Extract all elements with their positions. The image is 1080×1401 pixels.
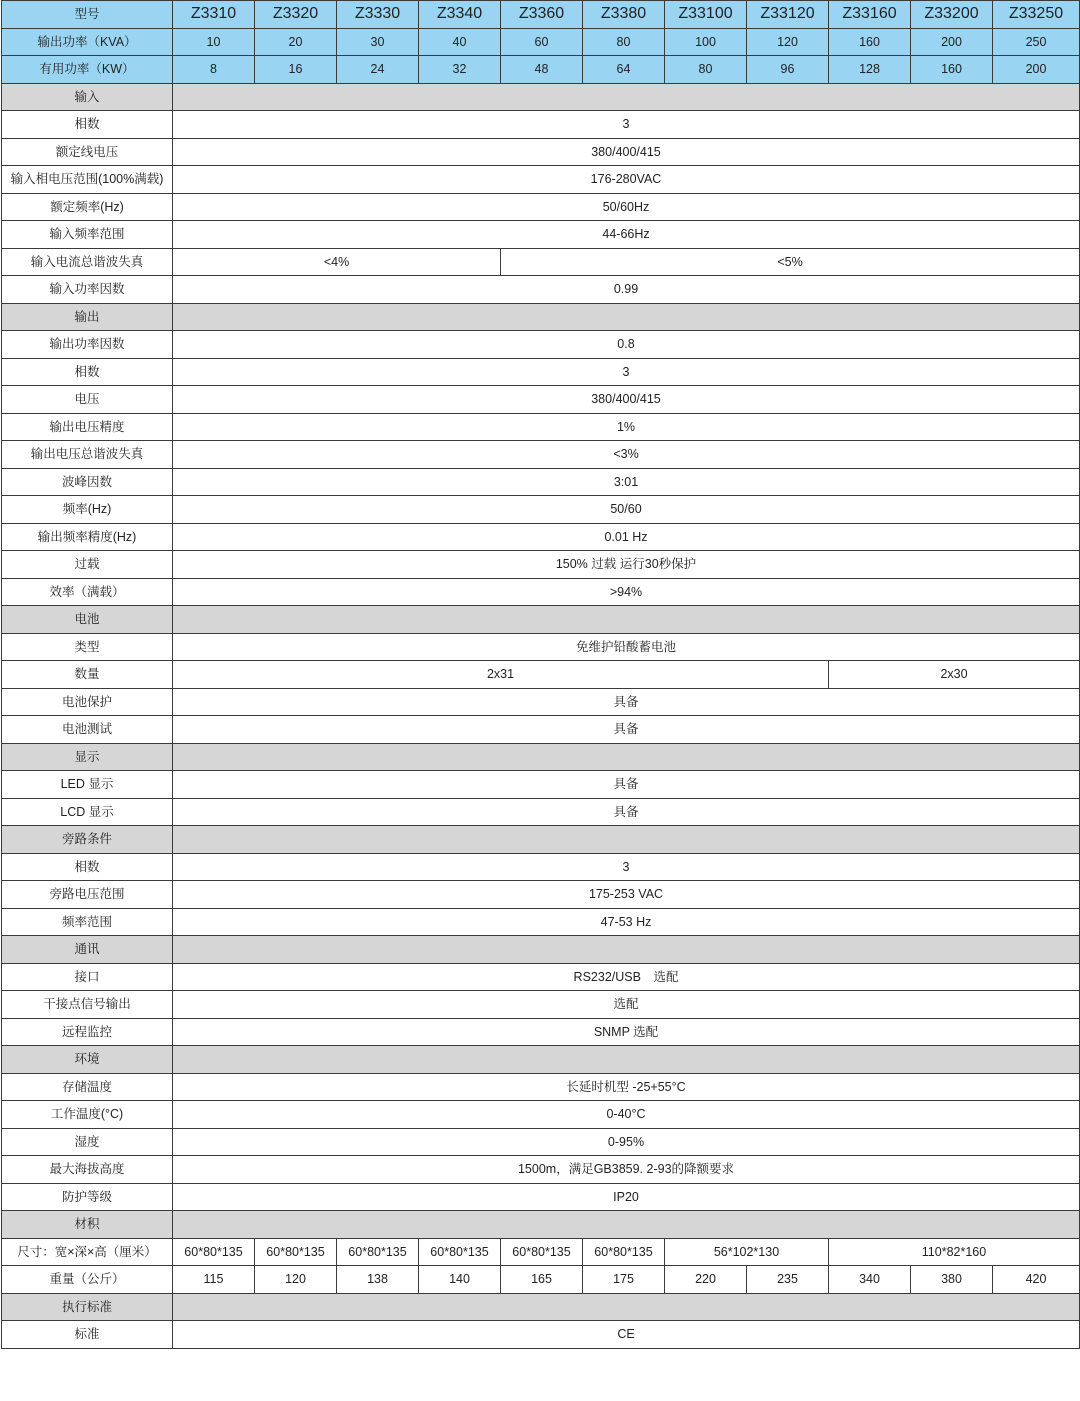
weight-cell: 138 xyxy=(337,1266,419,1294)
model-cell: Z3330 xyxy=(337,1,419,29)
row-label: 输出电压精度 xyxy=(2,413,173,441)
weight-cell: 115 xyxy=(173,1266,255,1294)
section-title: 通讯 xyxy=(2,936,173,964)
section-bypass xyxy=(2,826,1080,854)
kw-cell: 200 xyxy=(993,56,1080,84)
model-label: 型号 xyxy=(2,1,173,29)
row-label: 输出功率因数 xyxy=(2,331,173,359)
row-label: 输入相电压范围(100%满载) xyxy=(2,166,173,194)
spec-row xyxy=(2,1128,1080,1156)
kw-cell: 32 xyxy=(419,56,501,84)
model-cell: Z33160 xyxy=(829,1,911,29)
row-label: 相数 xyxy=(2,111,173,139)
row-label: 接口 xyxy=(2,963,173,991)
spec-row xyxy=(2,1183,1080,1211)
size-cell: 60*80*135 xyxy=(337,1238,419,1266)
row-value: 0.01 Hz xyxy=(173,523,1080,551)
spec-row xyxy=(2,716,1080,744)
spec-row xyxy=(2,523,1080,551)
row-value: 1% xyxy=(173,413,1080,441)
row-value: 3:01 xyxy=(173,468,1080,496)
row-label: 类型 xyxy=(2,633,173,661)
row-value: 具备 xyxy=(173,798,1080,826)
kw-cell: 8 xyxy=(173,56,255,84)
spec-row xyxy=(2,1238,1080,1266)
row-value: SNMP 选配 xyxy=(173,1018,1080,1046)
spec-row xyxy=(2,798,1080,826)
row-value: 3 xyxy=(173,853,1080,881)
row-label: 最大海拔高度 xyxy=(2,1156,173,1184)
row-label: 额定频率(Hz) xyxy=(2,193,173,221)
weight-cell: 380 xyxy=(911,1266,993,1294)
spec-row xyxy=(2,496,1080,524)
section-title: 环境 xyxy=(2,1046,173,1074)
kva-cell: 10 xyxy=(173,28,255,56)
kva-cell: 30 xyxy=(337,28,419,56)
model-cell: Z33100 xyxy=(665,1,747,29)
row-label: 电池保护 xyxy=(2,688,173,716)
row-value: IP20 xyxy=(173,1183,1080,1211)
kw-cell: 24 xyxy=(337,56,419,84)
row-label: 尺寸：宽×深×高（厘米） xyxy=(2,1238,173,1266)
row-value: 176-280VAC xyxy=(173,166,1080,194)
weight-cell: 340 xyxy=(829,1266,911,1294)
section-title: 输出 xyxy=(2,303,173,331)
kva-cell: 160 xyxy=(829,28,911,56)
row-label: 远程监控 xyxy=(2,1018,173,1046)
spec-row xyxy=(2,248,1080,276)
section-title: 输入 xyxy=(2,83,173,111)
spec-row xyxy=(2,1156,1080,1184)
spec-row xyxy=(2,221,1080,249)
size-cell: 110*82*160 xyxy=(829,1238,1080,1266)
row-value: RS232/USB 选配 xyxy=(173,963,1080,991)
kw-cell: 80 xyxy=(665,56,747,84)
spec-row xyxy=(2,991,1080,1019)
row-label: 输入频率范围 xyxy=(2,221,173,249)
spec-row xyxy=(2,386,1080,414)
size-cell: 60*80*135 xyxy=(419,1238,501,1266)
spec-row xyxy=(2,1018,1080,1046)
row-label: 电池测试 xyxy=(2,716,173,744)
model-cell: Z3310 xyxy=(173,1,255,29)
row-value: 175-253 VAC xyxy=(173,881,1080,909)
spec-row xyxy=(2,853,1080,881)
row-label: 波峰因数 xyxy=(2,468,173,496)
kva-label: 输出功率（KVA） xyxy=(2,28,173,56)
model-cell: Z33120 xyxy=(747,1,829,29)
row-value: 2x30 xyxy=(829,661,1080,689)
row-value: 44-66Hz xyxy=(173,221,1080,249)
spec-row xyxy=(2,908,1080,936)
row-value: <5% xyxy=(501,248,1080,276)
spec-row xyxy=(2,276,1080,304)
spec-row xyxy=(2,633,1080,661)
spec-row xyxy=(2,963,1080,991)
row-label: 重量（公斤） xyxy=(2,1266,173,1294)
section-material xyxy=(2,1211,1080,1239)
spec-row xyxy=(2,1266,1080,1294)
row-label: 输入电流总谐波失真 xyxy=(2,248,173,276)
spec-row xyxy=(2,1101,1080,1129)
row-label: 效率（满载） xyxy=(2,578,173,606)
spec-row xyxy=(2,661,1080,689)
row-label: 数量 xyxy=(2,661,173,689)
row-value: 380/400/415 xyxy=(173,138,1080,166)
spec-row xyxy=(2,193,1080,221)
kva-cell: 80 xyxy=(583,28,665,56)
row-value: 具备 xyxy=(173,771,1080,799)
size-cell: 60*80*135 xyxy=(501,1238,583,1266)
row-value: 1500m，满足GB3859. 2-93的降额要求 xyxy=(173,1156,1080,1184)
row-value: 3 xyxy=(173,358,1080,386)
row-label: 输出电压总谐波失真 xyxy=(2,441,173,469)
row-value: 具备 xyxy=(173,716,1080,744)
size-cell: 60*80*135 xyxy=(583,1238,665,1266)
size-cell: 60*80*135 xyxy=(173,1238,255,1266)
spec-row xyxy=(2,881,1080,909)
section-title: 执行标准 xyxy=(2,1293,173,1321)
spec-row xyxy=(2,331,1080,359)
section-battery xyxy=(2,606,1080,634)
model-cell: Z33200 xyxy=(911,1,993,29)
row-label: 湿度 xyxy=(2,1128,173,1156)
spec-row xyxy=(2,688,1080,716)
row-label: 存储温度 xyxy=(2,1073,173,1101)
row-value: 50/60Hz xyxy=(173,193,1080,221)
row-label: 工作温度(°C) xyxy=(2,1101,173,1129)
kva-cell: 200 xyxy=(911,28,993,56)
row-label: 频率范围 xyxy=(2,908,173,936)
kw-cell: 48 xyxy=(501,56,583,84)
size-cell: 60*80*135 xyxy=(255,1238,337,1266)
model-cell: Z3320 xyxy=(255,1,337,29)
spec-row xyxy=(2,1073,1080,1101)
model-cell: Z33250 xyxy=(993,1,1080,29)
spec-row xyxy=(2,551,1080,579)
kva-cell: 60 xyxy=(501,28,583,56)
section-title: 电池 xyxy=(2,606,173,634)
kva-cell: 20 xyxy=(255,28,337,56)
section-input xyxy=(2,83,1080,111)
size-cell: 56*102*130 xyxy=(665,1238,829,1266)
row-label: 干接点信号输出 xyxy=(2,991,173,1019)
kw-cell: 16 xyxy=(255,56,337,84)
weight-cell: 140 xyxy=(419,1266,501,1294)
weight-cell: 220 xyxy=(665,1266,747,1294)
spec-row xyxy=(2,441,1080,469)
row-value: 50/60 xyxy=(173,496,1080,524)
row-label: 输入功率因数 xyxy=(2,276,173,304)
row-value: 免维护铅酸蓄电池 xyxy=(173,633,1080,661)
row-label: LCD 显示 xyxy=(2,798,173,826)
spec-row xyxy=(2,578,1080,606)
weight-cell: 420 xyxy=(993,1266,1080,1294)
row-label: 额定线电压 xyxy=(2,138,173,166)
row-value: 0-40°C xyxy=(173,1101,1080,1129)
row-value: 长延时机型 -25+55°C xyxy=(173,1073,1080,1101)
model-cell: Z3360 xyxy=(501,1,583,29)
spec-row xyxy=(2,138,1080,166)
row-label: 标准 xyxy=(2,1321,173,1349)
kva-cell: 120 xyxy=(747,28,829,56)
section-title: 材积 xyxy=(2,1211,173,1239)
spec-row xyxy=(2,468,1080,496)
row-value: 具备 xyxy=(173,688,1080,716)
row-value: 0.99 xyxy=(173,276,1080,304)
spec-row xyxy=(2,413,1080,441)
section-environment xyxy=(2,1046,1080,1074)
row-value: >94% xyxy=(173,578,1080,606)
spec-row xyxy=(2,111,1080,139)
row-value: 0-95% xyxy=(173,1128,1080,1156)
kw-cell: 96 xyxy=(747,56,829,84)
section-title: 显示 xyxy=(2,743,173,771)
row-label: 频率(Hz) xyxy=(2,496,173,524)
row-value: <4% xyxy=(173,248,501,276)
model-cell: Z3340 xyxy=(419,1,501,29)
spec-row xyxy=(2,358,1080,386)
row-label: 输出频率精度(Hz) xyxy=(2,523,173,551)
row-value: 380/400/415 xyxy=(173,386,1080,414)
spec-row xyxy=(2,166,1080,194)
kw-row xyxy=(2,56,1080,84)
section-output xyxy=(2,303,1080,331)
row-label: 相数 xyxy=(2,358,173,386)
spec-row xyxy=(2,771,1080,799)
weight-cell: 235 xyxy=(747,1266,829,1294)
row-value: 2x31 xyxy=(173,661,829,689)
row-value: CE xyxy=(173,1321,1080,1349)
row-value: 选配 xyxy=(173,991,1080,1019)
weight-cell: 120 xyxy=(255,1266,337,1294)
section-standard xyxy=(2,1293,1080,1321)
row-label: 防护等级 xyxy=(2,1183,173,1211)
kw-cell: 64 xyxy=(583,56,665,84)
kw-label: 有用功率（KW） xyxy=(2,56,173,84)
row-value: 47-53 Hz xyxy=(173,908,1080,936)
section-display xyxy=(2,743,1080,771)
section-title: 旁路条件 xyxy=(2,826,173,854)
section-communication xyxy=(2,936,1080,964)
kva-cell: 100 xyxy=(665,28,747,56)
row-value: <3% xyxy=(173,441,1080,469)
kw-cell: 128 xyxy=(829,56,911,84)
row-label: 相数 xyxy=(2,853,173,881)
weight-cell: 175 xyxy=(583,1266,665,1294)
spec-row xyxy=(2,1321,1080,1349)
row-value: 0.8 xyxy=(173,331,1080,359)
kva-cell: 40 xyxy=(419,28,501,56)
ups-spec-table xyxy=(1,0,1080,1349)
row-label: 旁路电压范围 xyxy=(2,881,173,909)
kw-cell: 160 xyxy=(911,56,993,84)
row-label: 过载 xyxy=(2,551,173,579)
row-value: 150% 过载 运行30秒保护 xyxy=(173,551,1080,579)
row-label: 电压 xyxy=(2,386,173,414)
weight-cell: 165 xyxy=(501,1266,583,1294)
row-value: 3 xyxy=(173,111,1080,139)
kva-row xyxy=(2,28,1080,56)
model-row xyxy=(2,1,1080,29)
row-label: LED 显示 xyxy=(2,771,173,799)
model-cell: Z3380 xyxy=(583,1,665,29)
kva-cell: 250 xyxy=(993,28,1080,56)
